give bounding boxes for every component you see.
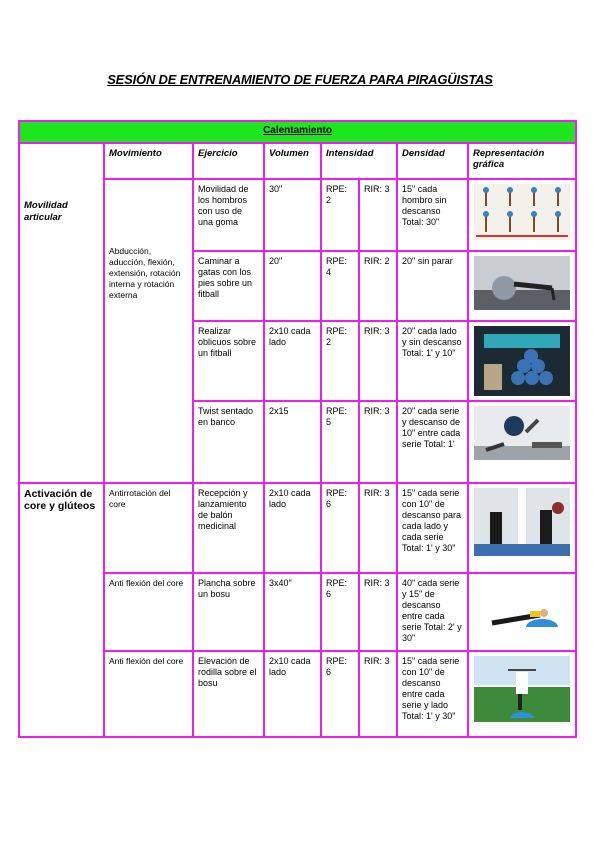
header-movimiento: Movimiento: [104, 143, 193, 179]
fitball-walk-image: [474, 256, 570, 310]
rir-cell: RIR: 3: [359, 573, 397, 651]
rir-cell: RIR: 2: [359, 251, 397, 321]
rpe-cell: RPE: 5: [321, 401, 359, 483]
bosu-knee-raise-image: [474, 656, 570, 722]
rpe-cell: RPE: 6: [321, 651, 359, 737]
density-cell: 15" cada serie con 10" de descanso entre cada serie y lado Total: 1' y 30": [397, 651, 468, 737]
rpe-cell: RPE: 2: [321, 321, 359, 401]
density-cell: 40" cada serie y 15" de descanso entre cada serie Total: 2' y 30": [397, 573, 468, 651]
image-cell: [468, 251, 576, 321]
group-label: Movilidad articular: [19, 143, 104, 483]
seated-twist-image: [474, 406, 570, 460]
document-title: SESIÓN DE ENTRENAMIENTO DE FUERZA PARA PIRAGÜISTAS: [107, 72, 493, 87]
exercise-cell: Caminar a gatas con los pies sobre un fitball: [193, 251, 264, 321]
training-table: [18, 120, 577, 738]
rpe-cell: RPE: 4: [321, 251, 359, 321]
header-volumen: Volumen: [264, 143, 321, 179]
rpe-cell: RPE: 6: [321, 573, 359, 651]
image-cell: [468, 401, 576, 483]
density-cell: 20" cada serie y descanso de 10" entre cada serie Total: 1': [397, 401, 468, 483]
exercise-cell: Movilidad de los hombros con uso de una goma: [193, 179, 264, 251]
exercise-cell: Realizar oblicuos sobre un fitball: [193, 321, 264, 401]
section-header: Calentamiento: [19, 121, 576, 143]
image-cell: [468, 573, 576, 651]
density-cell: 15" cada hombro sin descanso Total: 30": [397, 179, 468, 251]
density-cell: 15" cada serie con 10" de descanso para cada lado y cada serie Total: 1' y 30": [397, 483, 468, 573]
volume-cell: 2x10 cada lado: [264, 651, 321, 737]
movement-cell: Anti flexión del core: [104, 573, 193, 651]
rir-cell: RIR: 3: [359, 179, 397, 251]
rpe-cell: RPE: 2: [321, 179, 359, 251]
image-cell: [468, 651, 576, 737]
image-cell: [468, 179, 576, 251]
exercise-cell: Recepción y lanzamiento de balón medicinal: [193, 483, 264, 573]
movement-cell: Abducción, aducción, flexión, extensión, rotación interna y rotación externa: [104, 179, 193, 483]
density-cell: 20" sin parar: [397, 251, 468, 321]
exercise-cell: Twist sentado en banco: [193, 401, 264, 483]
exercise-cell: Plancha sobre un bosu: [193, 573, 264, 651]
rir-cell: RIR: 3: [359, 483, 397, 573]
exercise-cell: Elevación de rodilla sobre el bosu: [193, 651, 264, 737]
volume-cell: 30": [264, 179, 321, 251]
movement-cell: Anti flexión del core: [104, 651, 193, 737]
group-label: Activación de core y glúteos: [19, 483, 104, 737]
rir-cell: RIR: 3: [359, 401, 397, 483]
shoulder-band-image: [474, 184, 570, 240]
volume-cell: 2x10 cada lado: [264, 321, 321, 401]
medicine-ball-image: [474, 488, 570, 556]
header-representacion: Representación gráfica: [468, 143, 576, 179]
rir-cell: RIR: 3: [359, 651, 397, 737]
fitball-oblique-image: [474, 326, 570, 396]
rir-cell: RIR: 3: [359, 321, 397, 401]
density-cell: 20" cada lado y sin descanso Total: 1' y 10": [397, 321, 468, 401]
rpe-cell: RPE: 6: [321, 483, 359, 573]
volume-cell: 3x40": [264, 573, 321, 651]
volume-cell: 20": [264, 251, 321, 321]
movement-cell: Antirrotación del core: [104, 483, 193, 573]
image-cell: [468, 483, 576, 573]
header-ejercicio: Ejercicio: [193, 143, 264, 179]
header-densidad: Densidad: [397, 143, 468, 179]
image-cell: [468, 321, 576, 401]
volume-cell: 2x10 cada lado: [264, 483, 321, 573]
bosu-plank-image: [474, 593, 570, 633]
volume-cell: 2x15: [264, 401, 321, 483]
header-intensidad: Intensidad: [321, 143, 397, 179]
